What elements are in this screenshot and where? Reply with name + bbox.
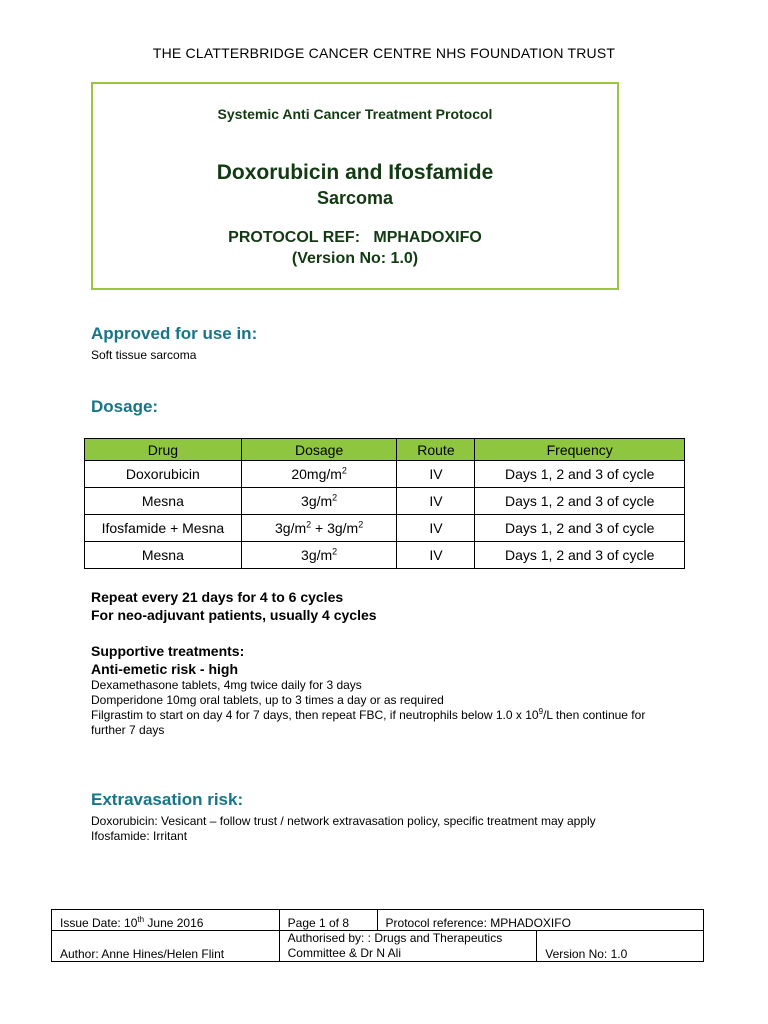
issue-date: Issue Date: 10th June 2016 — [52, 910, 280, 931]
document-footer — [51, 909, 704, 962]
table-row — [85, 515, 685, 542]
footer-version: Version No: 1.0 — [537, 931, 704, 962]
approved-text: Soft tissue sarcoma — [91, 348, 197, 362]
supportive-line-3: Filgrastim to start on day 4 for 7 days, then repeat FBC, if neutrophils below 1.0 x $10^9/L$ then continue for — [91, 707, 646, 722]
protocol-title-box — [91, 82, 619, 290]
dosage-cell: $20mg/m^2$ — [241, 461, 397, 488]
dosage-cell: $3g/m^2 + 3g/m^2$ — [241, 515, 397, 542]
page-number: Page 1 of 8 — [279, 910, 377, 931]
column-header-dosage: Dosage — [241, 439, 397, 461]
dosage-cell: $3g/m^2$ — [241, 488, 397, 515]
approved-heading: Approved for use in: — [91, 324, 258, 343]
supportive-heading: Supportive treatments: — [91, 643, 245, 659]
drug-cell: Mesna — [85, 488, 242, 515]
route-cell: IV — [397, 515, 475, 542]
table-row — [85, 488, 685, 515]
frequency-cell: Days 1, 2 and 3 of cycle — [475, 488, 685, 515]
dosage-table — [84, 438, 685, 569]
column-header-frequency: Frequency — [475, 439, 685, 461]
frequency-cell: Days 1, 2 and 3 of cycle — [475, 461, 685, 488]
route-cell: IV — [397, 488, 475, 515]
dosage-heading: Dosage: — [91, 397, 159, 416]
protocol-version: (Version No: 1.0) — [291, 250, 419, 267]
protocol-type: Systemic Anti Cancer Treatment Protocol — [217, 106, 493, 122]
extravasation-line-2: Ifosfamide: Irritant — [91, 829, 188, 843]
dosage-table-header — [85, 439, 685, 461]
route-cell: IV — [397, 542, 475, 569]
column-header-route: Route — [397, 439, 475, 461]
repeat-line-1: Repeat every 21 days for 4 to 6 cycles — [91, 589, 344, 605]
table-row — [85, 542, 685, 569]
supportive-line-1: Dexamethasone tablets, 4mg twice daily for 3 days — [91, 678, 362, 692]
repeat-line-2: For neo-adjuvant patients, usually 4 cycles — [91, 607, 377, 623]
indication: Sarcoma — [316, 188, 394, 208]
author: Author: Anne Hines/Helen Flint — [52, 931, 280, 962]
frequency-cell: Days 1, 2 and 3 of cycle — [475, 542, 685, 569]
drug-title: Doxorubicin and Ifosfamide — [216, 161, 494, 184]
supportive-line-2: Domperidone 10mg oral tablets, up to 3 times a day or as required — [91, 693, 444, 707]
supportive-line-4: further 7 days — [91, 723, 165, 737]
extravasation-line-1: Doxorubicin: Vesicant – follow trust / network extravasation policy, specific treatment may apply — [91, 814, 596, 828]
drug-cell: Doxorubicin — [85, 461, 242, 488]
dosage-cell: $3g/m^2$ — [241, 542, 397, 569]
frequency-cell: Days 1, 2 and 3 of cycle — [475, 515, 685, 542]
column-header-drug: Drug — [85, 439, 242, 461]
drug-cell: Ifosfamide + Mesna — [85, 515, 242, 542]
authorised-by: Authorised by: : Drugs and Therapeutics Committee & Dr N Ali — [279, 931, 537, 962]
protocol-reference: Protocol reference: MPHADOXIFO — [377, 910, 703, 931]
protocol-ref: PROTOCOL REF: MPHADOXIFO — [228, 229, 482, 246]
trust-name: THE CLATTERBRIDGE CANCER CENTRE NHS FOUNDATION TRUST — [152, 45, 616, 61]
table-row — [85, 461, 685, 488]
drug-cell: Mesna — [85, 542, 242, 569]
route-cell: IV — [397, 461, 475, 488]
antiemetic-risk: Anti-emetic risk - high — [91, 661, 239, 677]
extravasation-heading: Extravasation risk: — [91, 790, 244, 809]
